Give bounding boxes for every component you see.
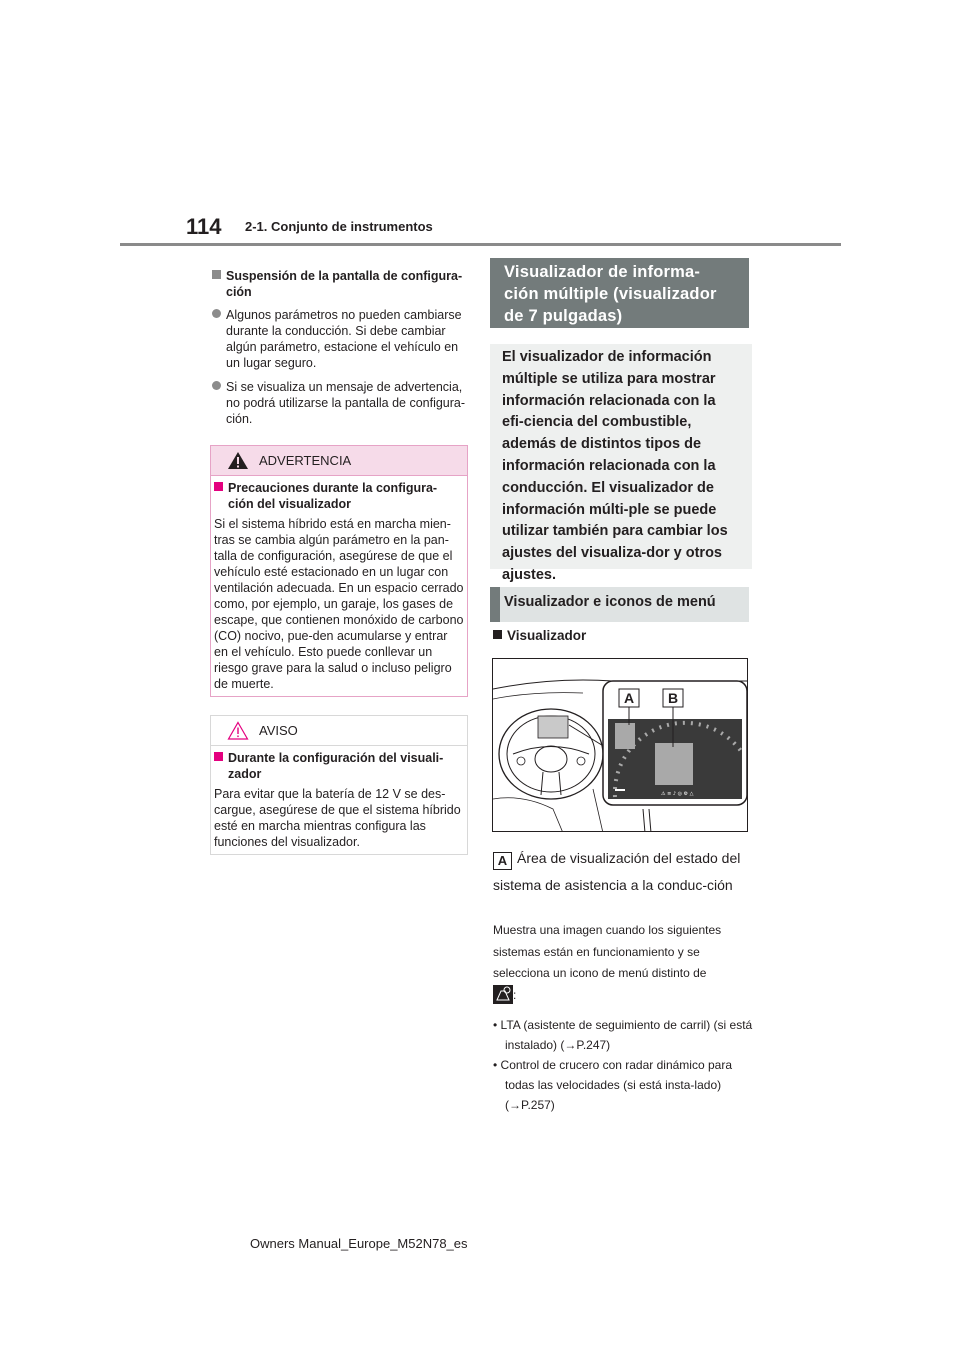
menu-title: Visualizador e iconos de menú	[504, 594, 716, 610]
warning-heading: Precauciones durante la configura- ción del visualizador	[228, 481, 438, 511]
menu-title-box	[490, 587, 749, 622]
section-title-box	[490, 258, 749, 328]
list-item: • LTA (asistente de seguimiento de carril) (si está instalado) (→P.247)	[493, 1018, 753, 1052]
list-item: • Control de crucero con radar dinámico para todas las velocidades (si está insta-lado) (→P.257)	[493, 1058, 732, 1112]
notice-title: AVISO	[259, 723, 298, 738]
intro-box	[490, 344, 752, 583]
section-title: Visualizador de informa- ción múltiple (visualizador de 7 pulgadas)	[504, 263, 717, 325]
warning-heading-row	[214, 480, 478, 512]
bullet-text-1: Algunos parámetros no pueden cambiarse durante la conducción. Si debe cambiar algún parámetro, estacione el vehículo en un lugar seguro.	[226, 308, 462, 370]
warning-body: Si el sistema híbrido está en marcha mien-tras se cambia algún parámetro en la pan-talla de configuración, asegúrese de que el vehículo esté estacionado en un lugar con ventilación adecuada. En un espacio cerrado como, por ejemplo, un garaje, los gases de escape, que contienen monóxido de carbono (CO) nocivo, pue-den acumularse y entrar en el vehículo. Esto puede conllevar un riesgo grave para la salud o incluso peligro de muerte.	[214, 517, 464, 691]
description-paragraph	[493, 920, 753, 1006]
driving-assist-menu-icon	[493, 985, 513, 1004]
paragraph-end: :	[513, 987, 517, 1002]
svg-text:⚠ ≡ ♪ ◎ ⚙ △: ⚠ ≡ ♪ ◎ ⚙ △	[661, 791, 694, 797]
warning-box	[210, 445, 468, 697]
figure-label-b: B	[667, 690, 679, 706]
dashboard-illustration	[493, 659, 748, 832]
bullet-text-2: Si se visualiza un mensaje de advertencia, no podrá utilizarse la pantalla de configura-ción.	[226, 380, 466, 426]
square-bullet-icon	[214, 752, 223, 761]
round-bullet-icon	[212, 309, 221, 318]
footer-text: Owners Manual_Europe_M52N78_es	[250, 1236, 468, 1251]
section-heading: 2-1. Conjunto de instrumentos	[245, 219, 433, 234]
visualizador-subhead	[493, 628, 586, 643]
page-number: 114	[186, 214, 222, 239]
notice-header	[211, 716, 467, 746]
notice-box	[210, 715, 468, 855]
square-bullet-icon	[212, 270, 221, 279]
warning-header	[211, 446, 467, 476]
systems-list	[493, 1015, 753, 1115]
notice-heading: Durante la configuración del visuali- zador	[228, 751, 444, 781]
dashboard-figure	[492, 658, 748, 832]
caution-triangle-icon	[227, 721, 249, 740]
subhead-text: Visualizador	[507, 628, 587, 643]
round-bullet-icon	[212, 381, 221, 390]
paragraph-text: Muestra una imagen cuando los siguientes sistemas están en funcionamiento y se selecciona un icono de menú distinto de	[493, 923, 722, 980]
square-bullet-icon	[493, 630, 502, 639]
warning-triangle-icon	[227, 451, 249, 470]
notice-body: Para evitar que la batería de 12 V se des-cargue, asegúrese de que el sistema híbrido esté en marcha mientras configura las funciones del visualizador.	[214, 787, 461, 849]
suspension-heading: Suspensión de la pantalla de configura- ción	[226, 269, 463, 299]
area-a-text: Área de visualización del estado del sistema de asistencia a la conduc-ción	[493, 850, 741, 893]
figure-label-a: A	[623, 690, 635, 706]
area-a-badge: A	[493, 852, 512, 870]
warning-title: ADVERTENCIA	[259, 453, 352, 468]
header-rule	[120, 243, 841, 246]
notice-heading-row	[214, 750, 478, 782]
area-a-caption	[493, 845, 753, 899]
bullet-item	[212, 379, 468, 427]
bullet-item	[212, 307, 468, 371]
square-bullet-icon	[214, 482, 223, 491]
intro-text: El visualizador de información múltiple se utiliza para mostrar información relacionada con la efi-ciencia del combustible, además de distintos tipos de información relacionada con la conducción. El visualizador de información múlti-ple se puede utilizar también para cambiar los ajustes del visualiza-dor y otros ajustes.	[502, 349, 728, 583]
suspension-heading-block	[212, 268, 468, 300]
